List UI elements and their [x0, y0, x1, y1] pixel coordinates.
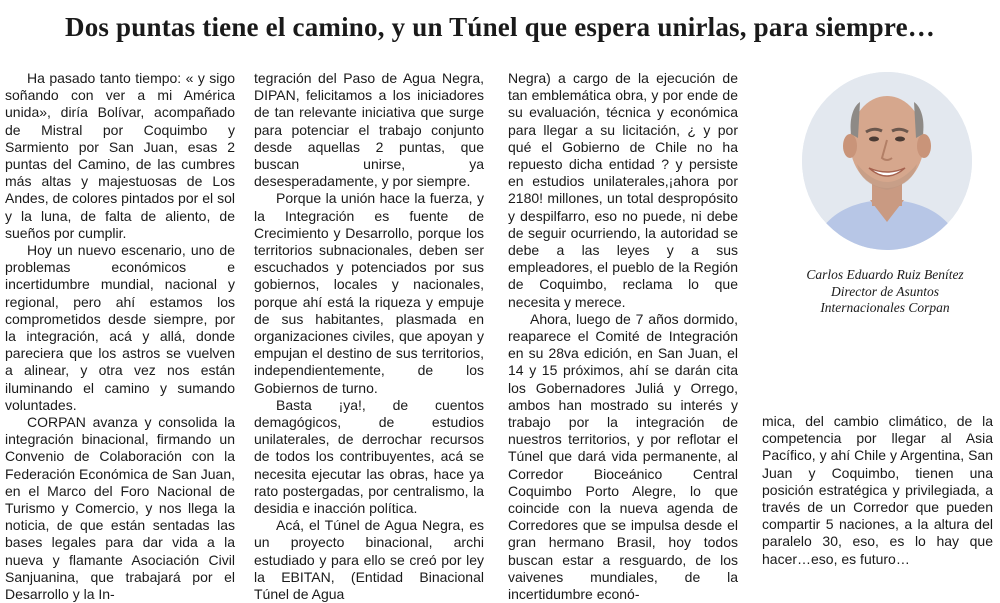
paragraph-continued: mica, del cambio climático, de la competencia por llegar al Asia Pacífico, y ahí Chile y Argentina, San Juan y Coquimbo, tienen una posición estratégica y privilegiada, a través de un Corredor que pueden compartir 5 naciones, a la altura del paralelo 30, eso, es lo hay que hacer…eso, es futuro…: [762, 413, 993, 567]
headline: Dos puntas tiene el camino, y un Túnel que espera unirlas, para siempre…: [65, 12, 935, 42]
author-photo: [802, 72, 972, 250]
author-role-line-2: Internacionales Corpan: [820, 300, 950, 315]
article-column-1: [5, 70, 235, 603]
paragraph: Ahora, luego de 7 años dormido, reaparece el Comité de Integración en su 28va edición, en San Juan, el 14 y 15 próximos, ahí se darán cita los Gobernadores Juliá y Orrego, ambos han mostrado su interés y trabajo por la integración de nuestros territorios, y por reflotar el Túnel que dará vida permanente, al Corredor Bioceánico Central Coquimbo Porto Alegre, lo que coincide con la nueva agenda de Corredores que se impulsa desde el gran hermano Brasil, hoy todos buscan estar a resguardo, de los vaivenes mundiales, de la incertidumbre econó-: [508, 310, 738, 603]
paragraph: Basta ¡ya!, de cuentos demagógicos, de estudios unilaterales, de derrochar recursos de todos los contribuyentes, acá se necesita ejecutar las obras, hace ya rato postergadas, por centralismo, la desidia e inacción política.: [254, 396, 484, 517]
paragraph: Hoy un nuevo escenario, uno de problemas económicos e incertidumbre mundial, nacional y regional, pero ahí estamos los comprometidos desde siempre, por la integración, acá y allá, donde pareciera que los astros se vuelven a alinear, y otra vez nos están iluminando el camino y sumando voluntades.: [5, 242, 235, 413]
paragraph-continued: tegración del Paso de Agua Negra, DIPAN, felicitamos a los iniciadores de tan relevante iniciativa que surge para potenciar el trabajo conjunto desde aquellas 2 puntas, que buscan unirse, ya desesperadamente, y por siempre.: [254, 70, 484, 190]
article-column-4: [762, 413, 993, 568]
author-role-line-1: Director de Asuntos: [831, 283, 939, 299]
paragraph: Porque la unión hace la fuerza, y la Integración es fuente de Crecimiento y Desarrollo, porque los territorios subnacionales, deben ser escuchados y potenciados por sus gobiernos, locales y nacionales, porque ahí está la riqueza y empuje de sus habitantes, plasmada en organizaciones civiles, que apoyan y empujan el destino de sus territorios, independientemente, de los Gobiernos de turno.: [254, 190, 484, 396]
paragraph: CORPAN avanza y consolida la integración binacional, firmando un Convenio de Colaboración con la Federación Económica de San Juan, en el Marco del Foro Nacional de Turismo y Comercio, y nos llega la noticia, de que están sentadas las bases legales para dar vida a la nueva y flamante Asociación Civil Sanjuanina, que trabajará por el Desarrollo y la In-: [5, 414, 235, 603]
author-portrait-icon: [802, 72, 972, 250]
paragraph-continued: Negra) a cargo de la ejecución de tan emblemática obra, y por ende de su evaluación, técnica y económica para llegar a su licitación, ¿ y por qué el Gobierno de Chile no ha repuesto dicha entidad ? y persiste en estudios unilaterales,¡ahora por 2180! millones, un total despropósito y despilfarro, eso no puede, ni debe de seguir ocurriendo, la autoridad se debe a las leyes y a sus empleadores, el pueblo de la Región de Coquimbo, reclama lo que necesita y merece.: [508, 70, 738, 310]
article-column-2: [254, 70, 484, 603]
article-column-3: [508, 70, 738, 603]
paragraph: Acá, el Túnel de Agua Negra, es un proyecto binacional, archi estudiado y para ello se creó por ley la EBITAN, (Entidad Binacional Túnel de Agua: [254, 517, 484, 603]
author-name: Carlos Eduardo Ruiz Benítez: [806, 267, 964, 282]
paragraph: Ha pasado tanto tiempo: « y sigo soñando con ver a mi América unida», diría Bolívar, acompañado de Mistral por Coquimbo y Sarmiento por San Juan, esas 2 puntas del Camino, de las cumbres más altas y majestuosas de Los Andes, de colores pintados por el sol y la luna, de falta de aliento, de sueños por cumplir.: [5, 70, 235, 241]
author-caption: [770, 267, 1000, 317]
